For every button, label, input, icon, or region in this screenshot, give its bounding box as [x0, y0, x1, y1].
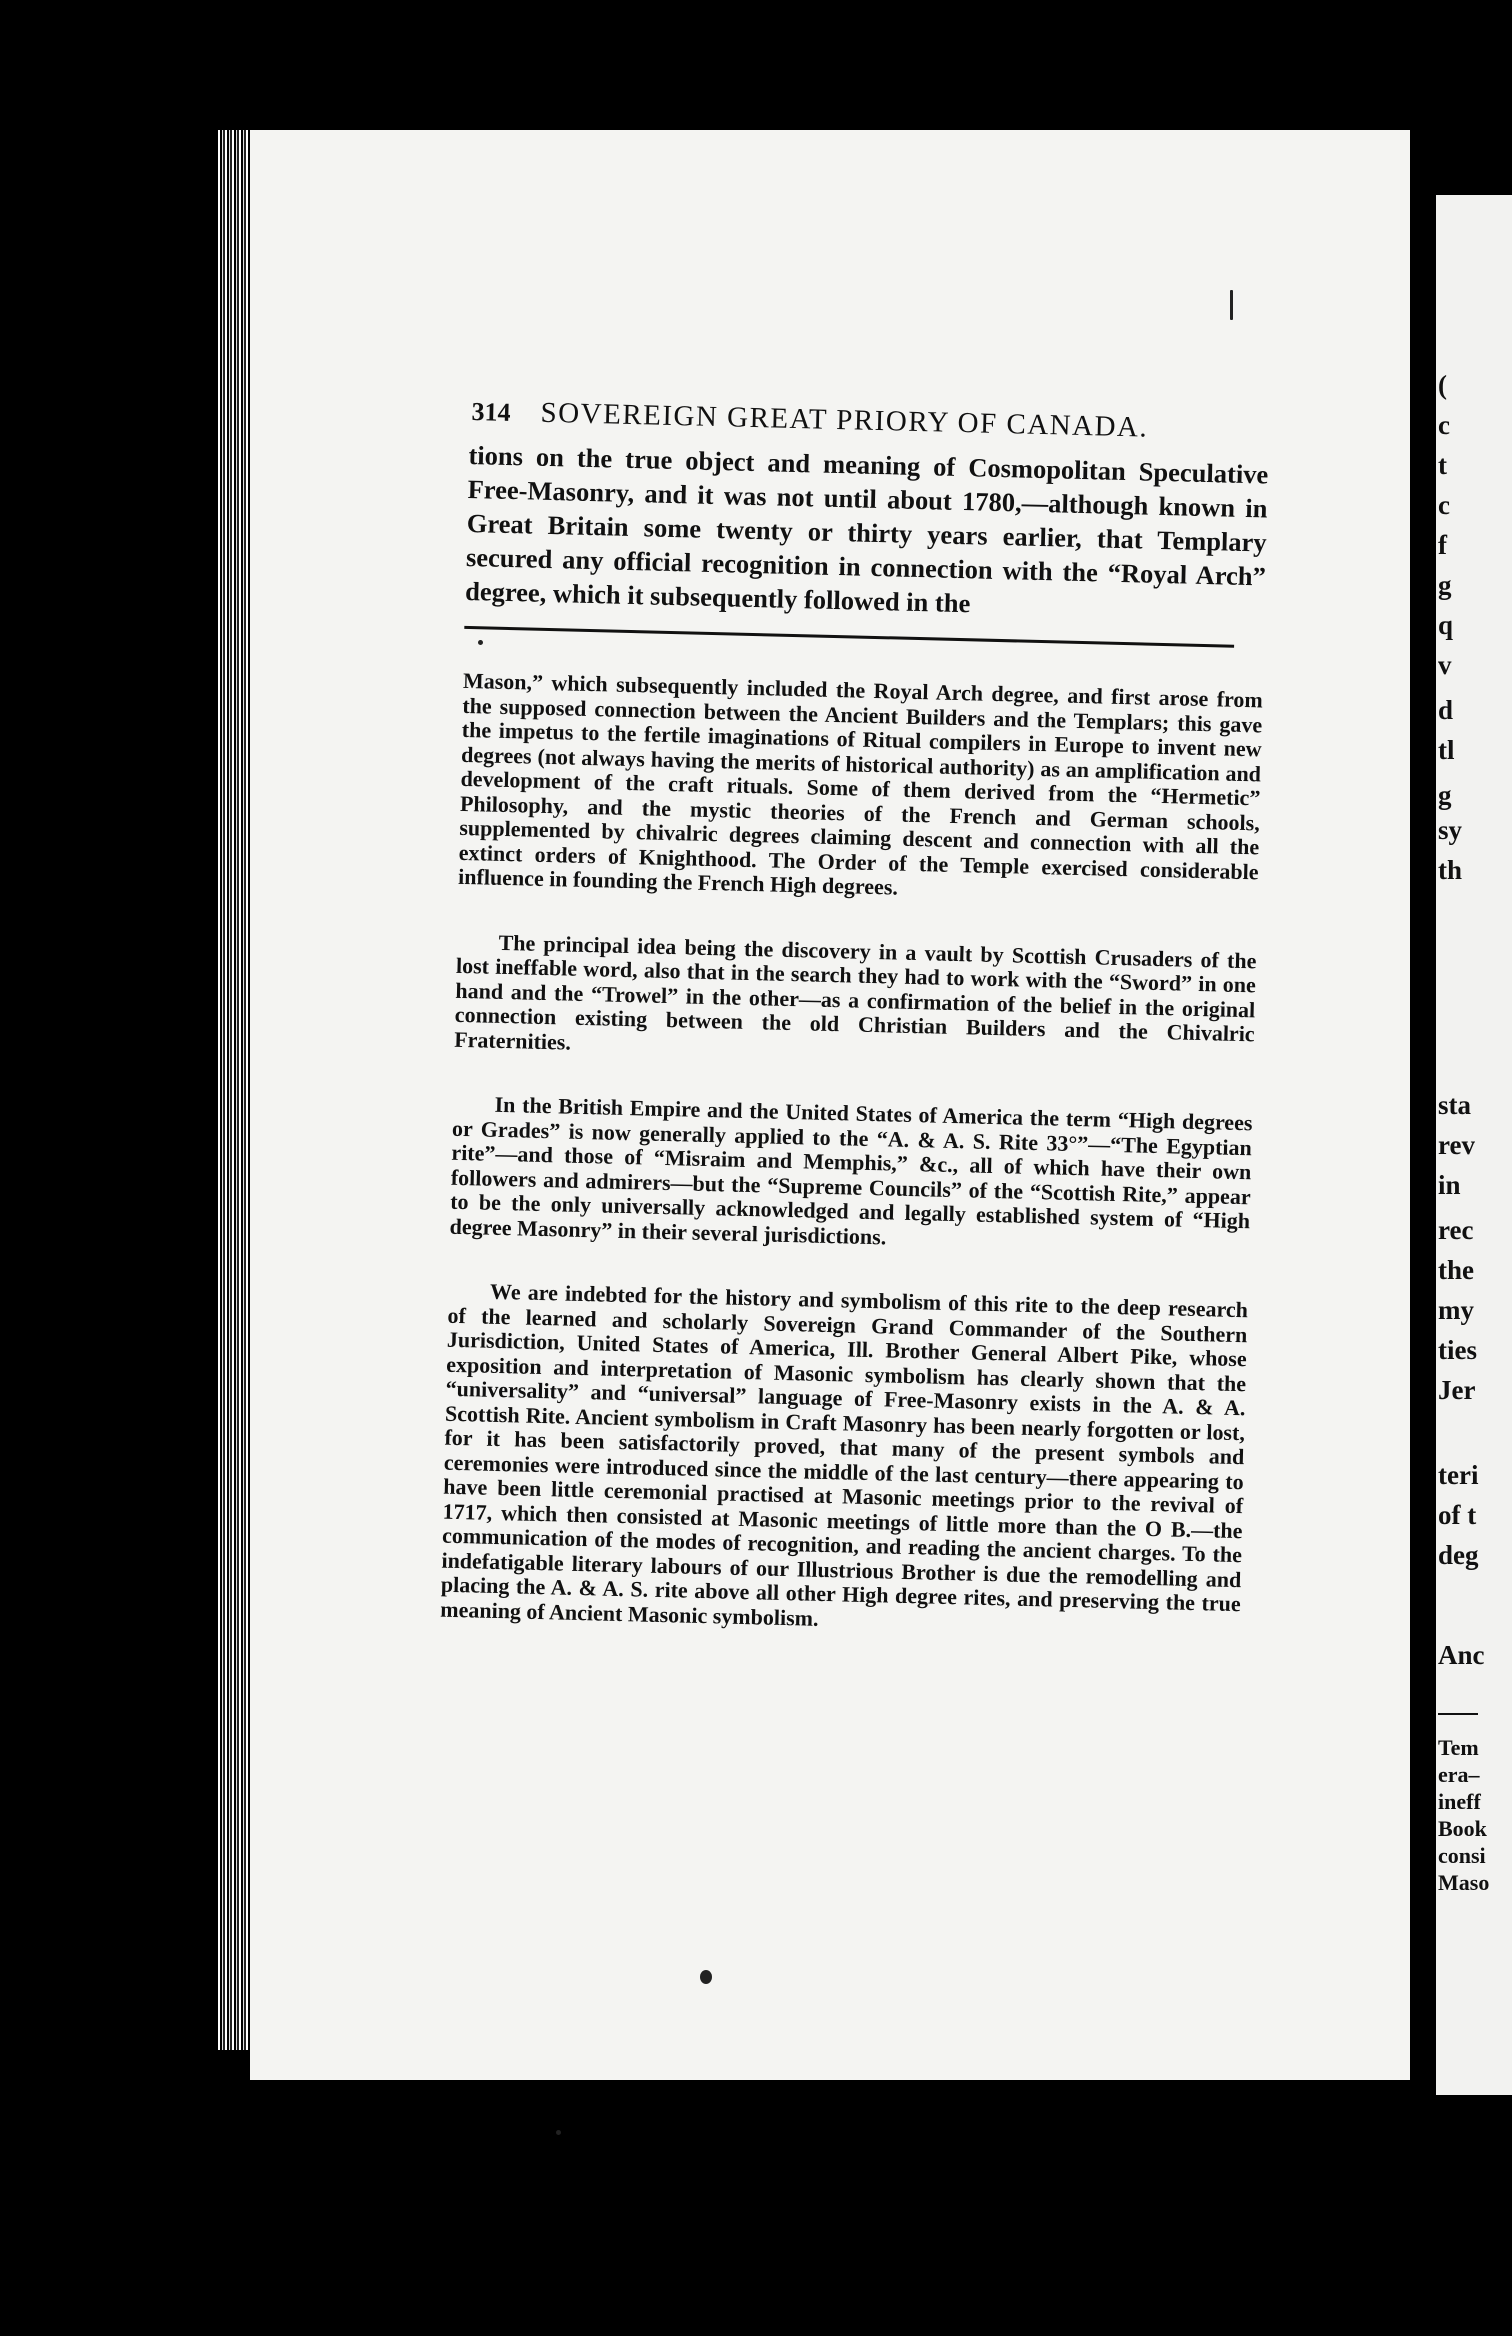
- facing-page-fragment: g: [1438, 780, 1452, 810]
- facing-page-fragment: Anc: [1438, 1640, 1485, 1670]
- facing-page-fragment: sy: [1438, 815, 1463, 845]
- facing-page-fragment: v: [1438, 650, 1452, 680]
- facing-page-fragment: q: [1438, 610, 1454, 640]
- facing-page-fragment: Book: [1438, 1816, 1487, 1841]
- facing-page-fragment: d: [1438, 695, 1454, 725]
- facing-page-fragment: (: [1438, 370, 1447, 400]
- facing-page-fragment: rev: [1438, 1130, 1475, 1160]
- page-content: [440, 395, 1270, 1641]
- facing-page-fragment: Maso: [1438, 1870, 1490, 1895]
- facing-page-fragment: ties: [1438, 1335, 1477, 1365]
- facing-page-strip: [1436, 195, 1512, 2095]
- facing-page-fragment: the: [1438, 1255, 1474, 1285]
- print-speck: [700, 1970, 712, 1984]
- facing-page-fragment: Jer: [1438, 1375, 1476, 1405]
- facing-page-fragment: g: [1438, 570, 1452, 600]
- running-head: SOVEREIGN GREAT PRIORY OF CANADA.: [540, 396, 1149, 444]
- footnote-paragraph: In the British Empire and the United States of America the term “High degrees or Grades” is now generally applied to the “A. & A. S. Rite 33°”—“The Egyptian rite”—and those of “Misraim and Memphis,” &c., all of which have their own followers and admirers—but the “Supreme Councils” of the “Scottish Rite,” appear to be the only universally acknowledged and legally established system of “High degree Masonry” in their several jurisdictions.: [449, 1091, 1253, 1249]
- page-edges: [218, 130, 250, 2050]
- facing-page-fragment: f: [1438, 530, 1447, 560]
- facing-page-fragment: sta: [1438, 1090, 1471, 1120]
- footnote-paragraph: The principal idea being the discovery in a vault by Scottish Crusaders of the lost ineffable word, also that in the search they had to work with the “Sword” in one hand and the “Trowel” in the other—as a confirmation of the belief in the original connection existing between the old Christian Builders and the Chivalric Fraternities.: [453, 929, 1257, 1055]
- facing-page-fragment: c: [1438, 410, 1450, 440]
- footnote-rule: [464, 626, 1234, 648]
- facing-page-fragment: c: [1438, 490, 1450, 520]
- facing-page-fragment: tl: [1438, 735, 1455, 765]
- facing-page-fragment: teri: [1438, 1460, 1479, 1490]
- facing-page-fragment: consi: [1438, 1843, 1486, 1868]
- facing-page-fragment: era–: [1438, 1762, 1480, 1787]
- facing-page-fragment: t: [1438, 450, 1447, 480]
- facing-page-rule: [1438, 1713, 1478, 1715]
- footnote-paragraph: We are indebted for the history and symbolism of this rite to the deep research of the learned and scholarly Sovereign Grand Commander of the Southern Jurisdiction, United States of America, Ill. Brother General Albert Pike, whose exposition and interpretation of Masonic symbolism has clearly shown that the “universality” and “universal” language of Free-Masonry exists in the A. & A. Scottish Rite. Ancient symbolism in Craft Masonry has been nearly forgotten or lost, for it has been satisfactorily proved, that many of the present symbols and ceremonies were introduced since the middle of the last century—there appearing to have been little ceremonial practised at Masonic meetings prior to the revival of 1717, which then consisted at Masonic meetings of little more than the O B.—the communication of the modes of recognition, and reading the ancient charges. To the indefatigable literary labours of our Illustrious Brother is due the remodelling and placing the A. & A. S. rite above all other High degree rites, and preserving the true meaning of Ancient Masonic symbolism.: [440, 1278, 1249, 1631]
- facing-page-fragment: in: [1438, 1170, 1461, 1200]
- page-number: 314: [471, 397, 511, 427]
- facing-page-fragment: of t: [1438, 1500, 1477, 1530]
- print-speck: [1230, 290, 1233, 320]
- facing-page-fragment: my: [1438, 1295, 1474, 1325]
- facing-page-fragment: rec: [1438, 1215, 1474, 1245]
- print-speck: [556, 2130, 561, 2135]
- facing-page-fragment: Tem: [1438, 1735, 1479, 1760]
- footnote-paragraph: Mason,” which subsequently included the Royal Arch degree, and first arose from the supposed connection between the Ancient Builders and the Templars; this gave the impetus to the fertile imaginations of Ritual compilers in Europe to invent new degrees (not always having the merits of historical authority) as an amplification and development of the craft rituals. Some of them derived from the “Hermetic” Philosophy, and the mystic theories of the French and German schools, supplemented by chivalric degrees claiming descent and connection with all the extinct orders of Knighthood. The Order of the Temple exercised considerable influence in founding the French High degrees.: [457, 667, 1264, 900]
- facing-page-fragment: ineff: [1438, 1789, 1481, 1814]
- facing-page-fragment: th: [1438, 855, 1463, 885]
- facing-page-fragment: deg: [1438, 1540, 1479, 1570]
- body-paragraph: tions on the true object and meaning of Cosmopolitan Speculative Free-Masonry, and it was not until about 1780,—although known in Great Britain some twenty or thirty years earlier, that Templary secured any official recognition in connection with the “Royal Arch” degree, which it subsequently followed in the: [464, 439, 1269, 619]
